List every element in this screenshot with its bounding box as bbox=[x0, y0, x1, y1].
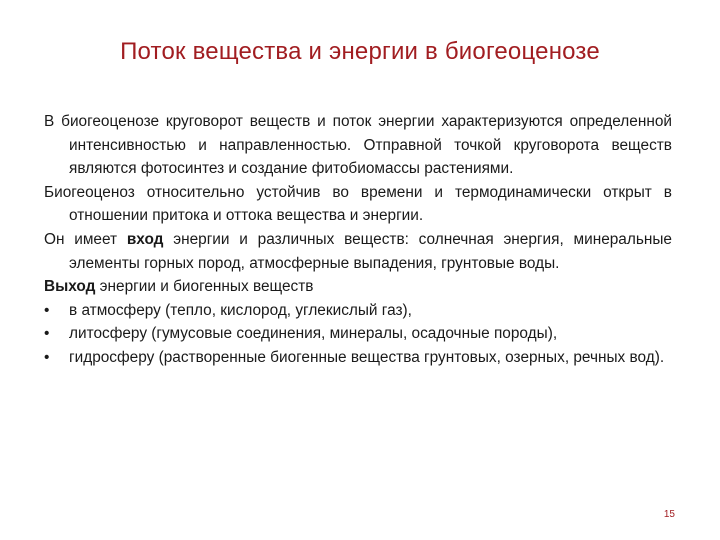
page-number: 15 bbox=[663, 509, 675, 520]
bullet-icon: • bbox=[44, 348, 50, 366]
paragraph-stability: Биогеоценоз относительно устойчив во времени и термодинамически открыт в отношении притока и оттока вещества и энергии. bbox=[44, 183, 672, 225]
paragraph-input-end: энергии и различных веществ: солнечная энергия, минеральные элементы горных пород, атмосферные выпадения, грунтовые воды. bbox=[69, 230, 672, 272]
output-keyword: Выход bbox=[44, 278, 96, 296]
slide-content bbox=[44, 110, 672, 370]
bullet-item-hydrosphere bbox=[44, 346, 672, 370]
bullet-item-atmosphere bbox=[44, 299, 672, 323]
paragraph-cycle: В биогеоценозе круговорот веществ и поток энергии характеризуются определенной интенсивностью и направленностью. Отправной точкой круговорота веществ являются фотосинтез и создание фитобиомассы растениями. bbox=[44, 113, 672, 178]
bullet-icon: • bbox=[44, 325, 50, 343]
bullet-text: литосферу (гумусовые соединения, минералы, осадочные породы), bbox=[69, 325, 558, 343]
paragraph-input-start: Он имеет bbox=[44, 230, 127, 248]
bullet-text: гидросферу (растворенные биогенные вещества грунтовых, озерных, речных вод). bbox=[69, 348, 665, 366]
input-keyword: вход bbox=[126, 230, 164, 248]
bullet-item-lithosphere bbox=[44, 322, 672, 346]
paragraph-input bbox=[44, 228, 672, 275]
paragraph-output-rest: энергии и биогенных веществ bbox=[95, 278, 314, 296]
bullet-text: в атмосферу (тепло, кислород, углекислый газ), bbox=[69, 301, 412, 319]
bullet-icon: • bbox=[44, 301, 50, 319]
paragraph-output bbox=[44, 275, 672, 299]
slide-title: Поток вещества и энергии в биогеоценозе bbox=[120, 38, 600, 65]
